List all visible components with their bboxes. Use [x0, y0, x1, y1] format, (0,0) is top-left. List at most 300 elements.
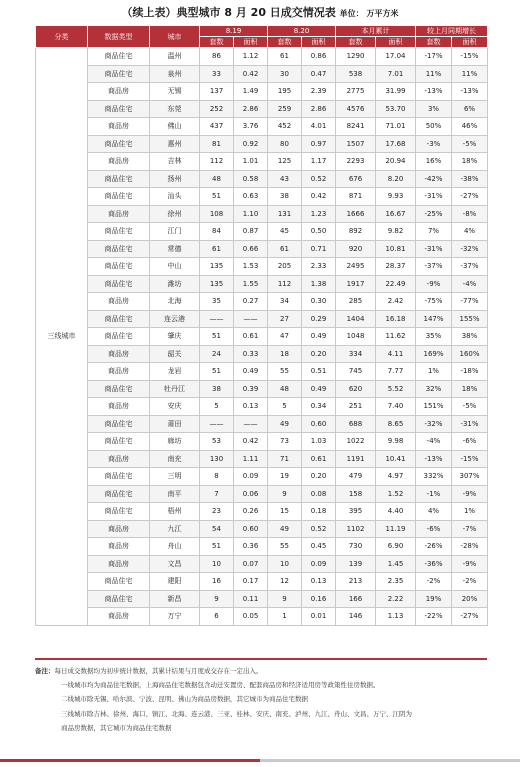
- header-count: 套数: [200, 37, 234, 48]
- count-819-cell: 51: [200, 328, 234, 346]
- area-820-cell: 0.18: [302, 503, 336, 521]
- count-819-cell: 84: [200, 223, 234, 241]
- note-line: 商品房数据，其它城市为商品住宅数据: [61, 723, 172, 732]
- data-type-cell: 商品房: [88, 345, 150, 363]
- header-date-1: 8.19: [200, 26, 268, 37]
- area-819-cell: 3.76: [234, 118, 268, 136]
- header-date-2: 8.20: [268, 26, 336, 37]
- table-row: [36, 538, 488, 556]
- area-820-cell: 0.51: [302, 363, 336, 381]
- area-growth-cell: 38%: [452, 328, 488, 346]
- area-820-cell: 4.01: [302, 118, 336, 136]
- month-area-cell: 10.41: [376, 450, 416, 468]
- count-819-cell: 48: [200, 170, 234, 188]
- area-growth-cell: 1%: [452, 503, 488, 521]
- month-area-cell: 1.45: [376, 555, 416, 573]
- month-area-cell: 4.40: [376, 503, 416, 521]
- count-819-cell: 252: [200, 100, 234, 118]
- city-cell: 北海: [150, 293, 200, 311]
- count-820-cell: 19: [268, 468, 302, 486]
- city-cell: 龙岩: [150, 363, 200, 381]
- area-819-cell: 0.63: [234, 188, 268, 206]
- count-819-cell: 6: [200, 608, 234, 626]
- count-819-cell: ——: [200, 415, 234, 433]
- data-type-cell: 商品房: [88, 520, 150, 538]
- month-count-cell: 620: [336, 380, 376, 398]
- count-growth-cell: -37%: [416, 258, 452, 276]
- count-growth-cell: -4%: [416, 433, 452, 451]
- area-819-cell: 0.17: [234, 573, 268, 591]
- month-count-cell: 2495: [336, 258, 376, 276]
- table-body: [36, 48, 488, 626]
- month-count-cell: 334: [336, 345, 376, 363]
- city-cell: 梧州: [150, 503, 200, 521]
- count-growth-cell: 35%: [416, 328, 452, 346]
- area-819-cell: 0.33: [234, 345, 268, 363]
- city-cell: 泉州: [150, 65, 200, 83]
- month-area-cell: 17.68: [376, 135, 416, 153]
- table-row: [36, 328, 488, 346]
- unit-text: 单位： 万平方米: [339, 9, 399, 18]
- month-count-cell: 1666: [336, 205, 376, 223]
- count-growth-cell: -42%: [416, 170, 452, 188]
- table-row: [36, 503, 488, 521]
- table-row: [36, 83, 488, 101]
- city-cell: 吉林: [150, 153, 200, 171]
- month-area-cell: 7.01: [376, 65, 416, 83]
- count-819-cell: 137: [200, 83, 234, 101]
- month-count-cell: 1048: [336, 328, 376, 346]
- data-type-cell: 商品住宅: [88, 485, 150, 503]
- area-820-cell: 0.16: [302, 590, 336, 608]
- count-growth-cell: -9%: [416, 275, 452, 293]
- data-type-cell: 商品住宅: [88, 380, 150, 398]
- area-819-cell: 2.86: [234, 100, 268, 118]
- count-growth-cell: 332%: [416, 468, 452, 486]
- count-819-cell: 33: [200, 65, 234, 83]
- count-819-cell: 7: [200, 485, 234, 503]
- table-row: [36, 345, 488, 363]
- area-growth-cell: -13%: [452, 83, 488, 101]
- area-820-cell: 0.50: [302, 223, 336, 241]
- data-table-wrapper: [35, 25, 487, 626]
- count-growth-cell: -31%: [416, 240, 452, 258]
- month-count-cell: 166: [336, 590, 376, 608]
- area-819-cell: 0.92: [234, 135, 268, 153]
- area-819-cell: 0.27: [234, 293, 268, 311]
- footer-bar-accent: [0, 759, 260, 762]
- count-growth-cell: 1%: [416, 363, 452, 381]
- count-growth-cell: 50%: [416, 118, 452, 136]
- area-820-cell: 1.17: [302, 153, 336, 171]
- area-growth-cell: -28%: [452, 538, 488, 556]
- area-820-cell: 2.39: [302, 83, 336, 101]
- area-820-cell: 0.52: [302, 520, 336, 538]
- month-count-cell: 2775: [336, 83, 376, 101]
- table-row: [36, 555, 488, 573]
- table-row: [36, 485, 488, 503]
- area-819-cell: 0.60: [234, 520, 268, 538]
- count-820-cell: 15: [268, 503, 302, 521]
- month-count-cell: 676: [336, 170, 376, 188]
- area-820-cell: 1.38: [302, 275, 336, 293]
- month-area-cell: 7.40: [376, 398, 416, 416]
- month-area-cell: 2.22: [376, 590, 416, 608]
- count-820-cell: 30: [268, 65, 302, 83]
- data-type-cell: 商品房: [88, 608, 150, 626]
- month-area-cell: 31.99: [376, 83, 416, 101]
- month-count-cell: 871: [336, 188, 376, 206]
- count-growth-cell: 147%: [416, 310, 452, 328]
- area-819-cell: 1.01: [234, 153, 268, 171]
- table-bottom-rule: [35, 658, 487, 660]
- area-819-cell: 0.49: [234, 363, 268, 381]
- area-820-cell: 0.47: [302, 65, 336, 83]
- month-area-cell: 4.11: [376, 345, 416, 363]
- count-819-cell: 135: [200, 275, 234, 293]
- data-type-cell: 商品房: [88, 363, 150, 381]
- area-819-cell: 0.11: [234, 590, 268, 608]
- month-area-cell: 28.37: [376, 258, 416, 276]
- table-row: [36, 433, 488, 451]
- count-820-cell: 195: [268, 83, 302, 101]
- area-819-cell: ——: [234, 310, 268, 328]
- area-819-cell: 0.07: [234, 555, 268, 573]
- month-count-cell: 1102: [336, 520, 376, 538]
- count-820-cell: 49: [268, 415, 302, 433]
- data-type-cell: 商品房: [88, 555, 150, 573]
- month-area-cell: 8.65: [376, 415, 416, 433]
- count-growth-cell: 11%: [416, 65, 452, 83]
- area-820-cell: 0.13: [302, 573, 336, 591]
- month-area-cell: 16.67: [376, 205, 416, 223]
- table-row: [36, 573, 488, 591]
- area-820-cell: 0.30: [302, 293, 336, 311]
- area-819-cell: 0.58: [234, 170, 268, 188]
- month-count-cell: 1507: [336, 135, 376, 153]
- area-growth-cell: 11%: [452, 65, 488, 83]
- data-type-cell: 商品房: [88, 450, 150, 468]
- month-count-cell: 158: [336, 485, 376, 503]
- data-type-cell: 商品住宅: [88, 328, 150, 346]
- area-growth-cell: 6%: [452, 100, 488, 118]
- count-819-cell: 61: [200, 240, 234, 258]
- month-area-cell: 11.19: [376, 520, 416, 538]
- count-growth-cell: -3%: [416, 135, 452, 153]
- area-820-cell: 2.86: [302, 100, 336, 118]
- month-area-cell: 1.52: [376, 485, 416, 503]
- data-type-cell: 商品住宅: [88, 415, 150, 433]
- count-820-cell: 131: [268, 205, 302, 223]
- data-type-cell: 商品住宅: [88, 223, 150, 241]
- area-819-cell: 0.09: [234, 468, 268, 486]
- count-820-cell: 9: [268, 485, 302, 503]
- month-count-cell: 146: [336, 608, 376, 626]
- month-area-cell: 22.49: [376, 275, 416, 293]
- month-count-cell: 730: [336, 538, 376, 556]
- month-area-cell: 16.18: [376, 310, 416, 328]
- table-title: [0, 4, 520, 24]
- area-820-cell: 0.29: [302, 310, 336, 328]
- month-count-cell: 8241: [336, 118, 376, 136]
- data-type-cell: 商品住宅: [88, 258, 150, 276]
- area-growth-cell: -27%: [452, 608, 488, 626]
- table-row: [36, 48, 488, 66]
- note-line: [35, 664, 495, 678]
- month-area-cell: 4.97: [376, 468, 416, 486]
- count-820-cell: 47: [268, 328, 302, 346]
- area-820-cell: 0.61: [302, 450, 336, 468]
- table-row: [36, 65, 488, 83]
- month-count-cell: 1404: [336, 310, 376, 328]
- count-819-cell: 108: [200, 205, 234, 223]
- count-820-cell: 5: [268, 398, 302, 416]
- count-820-cell: 61: [268, 240, 302, 258]
- area-819-cell: 0.61: [234, 328, 268, 346]
- footer-bar: [0, 759, 520, 762]
- area-growth-cell: 155%: [452, 310, 488, 328]
- table-row: [36, 363, 488, 381]
- count-820-cell: 1: [268, 608, 302, 626]
- count-growth-cell: -13%: [416, 83, 452, 101]
- area-growth-cell: -6%: [452, 433, 488, 451]
- table-row: [36, 450, 488, 468]
- count-820-cell: 12: [268, 573, 302, 591]
- month-area-cell: 2.42: [376, 293, 416, 311]
- header-city: 城市: [150, 26, 200, 48]
- area-growth-cell: -4%: [452, 275, 488, 293]
- count-growth-cell: 4%: [416, 503, 452, 521]
- month-count-cell: 1191: [336, 450, 376, 468]
- count-819-cell: 5: [200, 398, 234, 416]
- month-count-cell: 213: [336, 573, 376, 591]
- month-count-cell: 2293: [336, 153, 376, 171]
- month-area-cell: 11.62: [376, 328, 416, 346]
- city-cell: 建阳: [150, 573, 200, 591]
- count-820-cell: 61: [268, 48, 302, 66]
- count-growth-cell: -25%: [416, 205, 452, 223]
- city-cell: 万宁: [150, 608, 200, 626]
- header-count: 套数: [268, 37, 302, 48]
- city-cell: 三明: [150, 468, 200, 486]
- count-growth-cell: 19%: [416, 590, 452, 608]
- count-growth-cell: 32%: [416, 380, 452, 398]
- area-820-cell: 0.45: [302, 538, 336, 556]
- area-820-cell: 1.03: [302, 433, 336, 451]
- count-819-cell: 9: [200, 590, 234, 608]
- area-820-cell: 0.86: [302, 48, 336, 66]
- title-text: （续上表）典型城市 8 月 20 日成交情况表: [121, 6, 336, 19]
- city-cell: 潍坊: [150, 275, 200, 293]
- month-count-cell: 538: [336, 65, 376, 83]
- table-row: [36, 223, 488, 241]
- data-type-cell: 商品住宅: [88, 170, 150, 188]
- notes-block: [35, 664, 495, 735]
- area-819-cell: 0.39: [234, 380, 268, 398]
- count-819-cell: 10: [200, 555, 234, 573]
- table-row: [36, 205, 488, 223]
- city-cell: 南平: [150, 485, 200, 503]
- count-819-cell: 23: [200, 503, 234, 521]
- area-820-cell: 1.23: [302, 205, 336, 223]
- month-area-cell: 2.35: [376, 573, 416, 591]
- table-row: [36, 135, 488, 153]
- count-819-cell: 437: [200, 118, 234, 136]
- city-cell: 佛山: [150, 118, 200, 136]
- area-819-cell: 0.36: [234, 538, 268, 556]
- area-820-cell: 0.09: [302, 555, 336, 573]
- count-growth-cell: -13%: [416, 450, 452, 468]
- count-819-cell: 51: [200, 188, 234, 206]
- month-count-cell: 920: [336, 240, 376, 258]
- city-cell: 新昌: [150, 590, 200, 608]
- city-cell: 廊坊: [150, 433, 200, 451]
- count-growth-cell: -22%: [416, 608, 452, 626]
- city-cell: 中山: [150, 258, 200, 276]
- header-row-1: [36, 26, 488, 37]
- area-819-cell: 1.55: [234, 275, 268, 293]
- city-cell: 扬州: [150, 170, 200, 188]
- month-area-cell: 10.81: [376, 240, 416, 258]
- count-820-cell: 205: [268, 258, 302, 276]
- area-growth-cell: 160%: [452, 345, 488, 363]
- count-growth-cell: -31%: [416, 188, 452, 206]
- city-cell: 莆田: [150, 415, 200, 433]
- city-cell: 连云港: [150, 310, 200, 328]
- area-820-cell: 0.20: [302, 468, 336, 486]
- table-row: [36, 258, 488, 276]
- city-cell: 东莞: [150, 100, 200, 118]
- area-820-cell: 0.52: [302, 170, 336, 188]
- data-type-cell: 商品住宅: [88, 48, 150, 66]
- city-cell: 安庆: [150, 398, 200, 416]
- count-819-cell: 86: [200, 48, 234, 66]
- table-row: [36, 520, 488, 538]
- month-count-cell: 395: [336, 503, 376, 521]
- month-area-cell: 1.13: [376, 608, 416, 626]
- city-cell: 文昌: [150, 555, 200, 573]
- count-820-cell: 71: [268, 450, 302, 468]
- area-819-cell: 0.26: [234, 503, 268, 521]
- city-cell: 九江: [150, 520, 200, 538]
- month-area-cell: 8.20: [376, 170, 416, 188]
- month-count-cell: 479: [336, 468, 376, 486]
- month-count-cell: 285: [336, 293, 376, 311]
- month-count-cell: 892: [336, 223, 376, 241]
- count-819-cell: 135: [200, 258, 234, 276]
- data-type-cell: 商品住宅: [88, 468, 150, 486]
- month-area-cell: 17.04: [376, 48, 416, 66]
- area-growth-cell: -15%: [452, 450, 488, 468]
- city-cell: 牡丹江: [150, 380, 200, 398]
- data-type-cell: 商品房: [88, 118, 150, 136]
- count-819-cell: 112: [200, 153, 234, 171]
- table-row: [36, 310, 488, 328]
- area-growth-cell: -5%: [452, 135, 488, 153]
- area-growth-cell: -18%: [452, 363, 488, 381]
- month-count-cell: 139: [336, 555, 376, 573]
- count-819-cell: 8: [200, 468, 234, 486]
- header-growth: 较上月同期增长: [416, 26, 488, 37]
- data-type-cell: 商品住宅: [88, 135, 150, 153]
- city-cell: 温州: [150, 48, 200, 66]
- city-cell: 肇庆: [150, 328, 200, 346]
- table-row: [36, 380, 488, 398]
- count-819-cell: 16: [200, 573, 234, 591]
- city-cell: 惠州: [150, 135, 200, 153]
- header-category: 分类: [36, 26, 88, 48]
- month-count-cell: 4576: [336, 100, 376, 118]
- count-820-cell: 9: [268, 590, 302, 608]
- count-820-cell: 452: [268, 118, 302, 136]
- month-area-cell: 20.94: [376, 153, 416, 171]
- count-820-cell: 18: [268, 345, 302, 363]
- data-type-cell: 商品房: [88, 83, 150, 101]
- area-growth-cell: 18%: [452, 380, 488, 398]
- city-cell: 无锡: [150, 83, 200, 101]
- count-820-cell: 73: [268, 433, 302, 451]
- area-819-cell: 0.66: [234, 240, 268, 258]
- count-growth-cell: -36%: [416, 555, 452, 573]
- table-row: [36, 608, 488, 626]
- count-820-cell: 55: [268, 363, 302, 381]
- data-type-cell: 商品房: [88, 538, 150, 556]
- table-row: [36, 415, 488, 433]
- city-cell: 舟山: [150, 538, 200, 556]
- month-count-cell: 1022: [336, 433, 376, 451]
- month-area-cell: 71.01: [376, 118, 416, 136]
- area-growth-cell: 46%: [452, 118, 488, 136]
- header-area: 面积: [452, 37, 488, 48]
- data-type-cell: 商品住宅: [88, 188, 150, 206]
- header-count: 套数: [336, 37, 376, 48]
- data-type-cell: 商品住宅: [88, 573, 150, 591]
- month-count-cell: 251: [336, 398, 376, 416]
- city-cell: 江门: [150, 223, 200, 241]
- data-type-cell: 商品住宅: [88, 310, 150, 328]
- area-growth-cell: 18%: [452, 153, 488, 171]
- count-819-cell: 24: [200, 345, 234, 363]
- area-growth-cell: -37%: [452, 258, 488, 276]
- count-growth-cell: 3%: [416, 100, 452, 118]
- area-819-cell: 0.06: [234, 485, 268, 503]
- transaction-table: [35, 25, 488, 626]
- data-type-cell: 商品住宅: [88, 100, 150, 118]
- count-growth-cell: -26%: [416, 538, 452, 556]
- month-area-cell: 9.93: [376, 188, 416, 206]
- area-820-cell: 2.33: [302, 258, 336, 276]
- area-growth-cell: -9%: [452, 485, 488, 503]
- data-type-cell: 商品房: [88, 293, 150, 311]
- city-cell: 汕头: [150, 188, 200, 206]
- table-row: [36, 590, 488, 608]
- count-820-cell: 49: [268, 520, 302, 538]
- area-growth-cell: -7%: [452, 520, 488, 538]
- month-area-cell: 5.52: [376, 380, 416, 398]
- category-cell: 三线城市: [36, 48, 88, 626]
- data-type-cell: 商品房: [88, 205, 150, 223]
- data-type-cell: 商品房: [88, 398, 150, 416]
- table-row: [36, 398, 488, 416]
- area-growth-cell: 307%: [452, 468, 488, 486]
- header-month-total: 本月累计: [336, 26, 416, 37]
- area-820-cell: 0.42: [302, 188, 336, 206]
- note-line: 二线城市除无锡、哈尔滨、宁波、昆明、佛山为商品房数据，其它城市为商品住宅数据: [61, 695, 308, 704]
- area-growth-cell: 20%: [452, 590, 488, 608]
- table-row: [36, 468, 488, 486]
- notes-label: 备注：: [35, 667, 55, 675]
- area-819-cell: 1.49: [234, 83, 268, 101]
